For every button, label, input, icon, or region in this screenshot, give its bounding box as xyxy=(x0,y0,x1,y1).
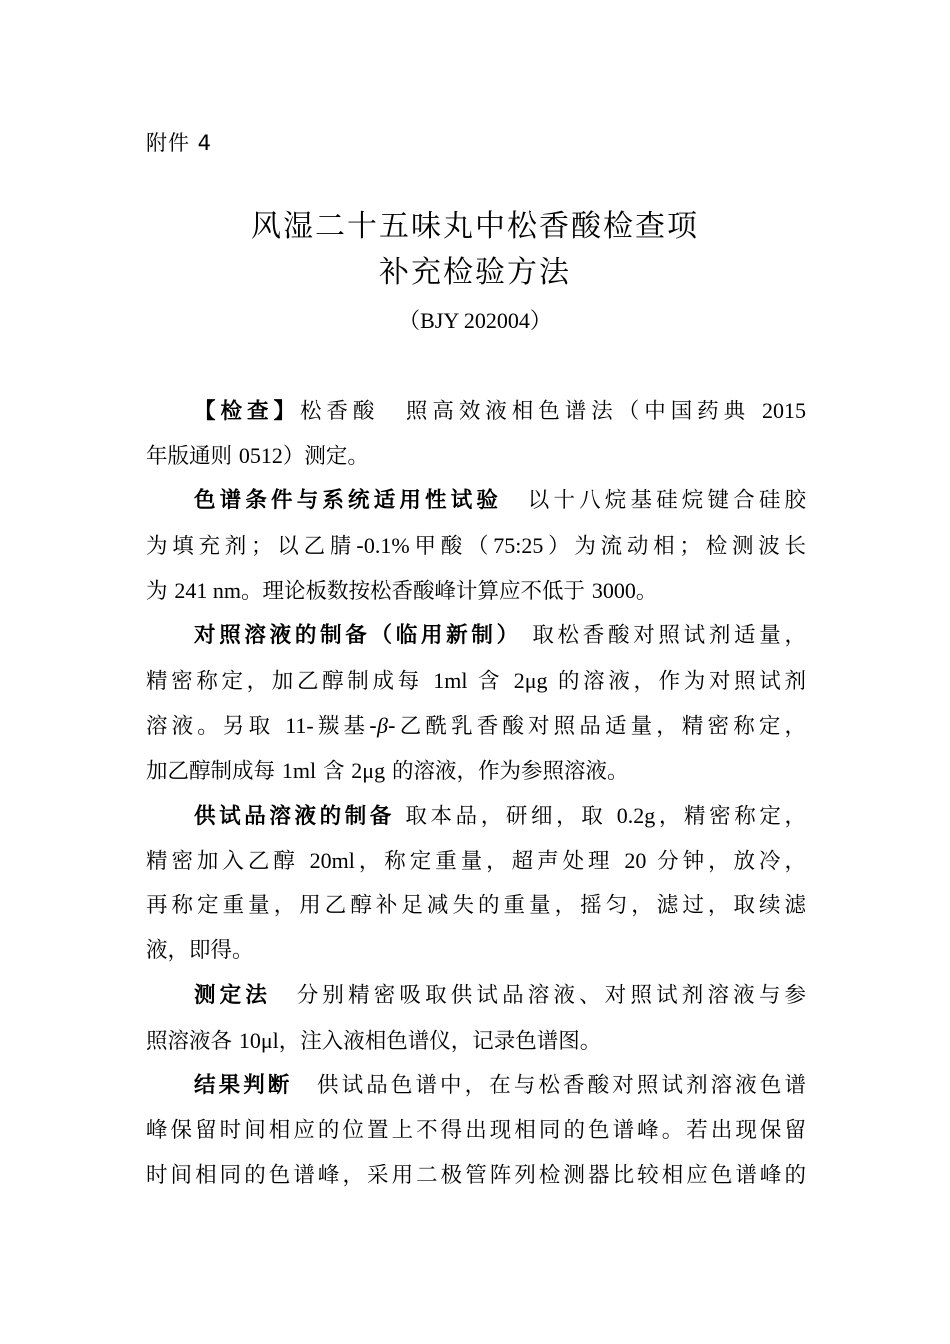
document-title-line-2: 补充检验方法 xyxy=(379,255,571,290)
theoretical-plates: 3000 xyxy=(591,578,636,603)
test-solution-text: 分钟，放冷， xyxy=(657,849,806,874)
chromatography-heading: 色谱条件与系统适用性试验 xyxy=(194,488,503,513)
check-text: ）测定。 xyxy=(282,444,369,469)
reference-solution-paragraph-line xyxy=(146,613,806,658)
injection-volume: 10μl xyxy=(238,1028,279,1053)
method-text: ，注入液相色谱仪，记录色谱图。 xyxy=(278,1029,602,1054)
chromatography-paragraph-line xyxy=(146,523,806,568)
reference-solution-text: 羰基- xyxy=(313,714,377,739)
reference-solution-paragraph-line xyxy=(146,658,806,703)
test-solution-paragraph-line xyxy=(146,928,806,973)
volume-value: 1ml xyxy=(433,668,468,693)
compound-number: 11- xyxy=(285,713,314,738)
chromatography-text: 。理论板数按松香酸峰计算应不低于 xyxy=(240,579,585,604)
method-text: 照溶液各 xyxy=(146,1029,233,1054)
chromatography-text: ）为流动相；检测波长 xyxy=(543,534,806,559)
check-text: 松香酸 照高效液相色谱法（中国药典 xyxy=(299,399,751,424)
sonication-minutes: 20 xyxy=(624,848,647,873)
reference-solution-text: 的溶液，作为对照试剂 xyxy=(558,669,806,694)
chromatography-text: 为 xyxy=(146,579,168,604)
test-solution-text: ，精密称定， xyxy=(655,804,806,829)
document-body xyxy=(146,388,806,1198)
result-text: 供试品色谱中，在与松香酸对照试剂溶液色谱 xyxy=(317,1073,806,1098)
beta-symbol: β xyxy=(376,713,388,738)
chromatography-text: 为填充剂；以乙腈- xyxy=(146,534,364,559)
test-solution-text: 取本品，研细，取 xyxy=(405,804,607,829)
method-paragraph-line xyxy=(146,973,806,1018)
method-paragraph-line xyxy=(146,1018,806,1063)
reference-solution-text: 取松香酸对照试剂适量， xyxy=(532,623,806,648)
check-text: 年版通则 xyxy=(146,444,233,469)
reference-solution-text: -乙酰乳香酸对照品适量，精密称定， xyxy=(387,714,806,739)
result-paragraph-line xyxy=(146,1153,806,1198)
test-solution-paragraph-line xyxy=(146,793,806,838)
chromatography-text: 以十八烷基硅烷键合硅胶 xyxy=(527,488,806,513)
check-year: 2015 xyxy=(761,398,806,423)
sample-mass: 0.2g xyxy=(616,803,656,828)
chromatography-paragraph-line xyxy=(146,568,806,613)
result-text: 时间相同的色谱峰，采用二极管阵列检测器比较相应色谱峰的 xyxy=(146,1163,806,1188)
reference-solution-text: 溶液。另取 xyxy=(146,714,275,739)
attachment-label: 附件 4 xyxy=(146,131,213,155)
reference-solution-text: 含 xyxy=(322,759,345,784)
chromatography-text: 。 xyxy=(635,579,658,604)
document-code: （BJY 202004） xyxy=(398,308,552,333)
result-paragraph-line xyxy=(146,1108,806,1153)
acid-concentration: 0.1% xyxy=(363,533,410,558)
reference-solution-paragraph-line xyxy=(146,748,806,793)
reference-solution-heading: 对照溶液的制备（临用新制） xyxy=(194,623,522,648)
volume-value: 1ml xyxy=(281,758,317,783)
check-heading: 【检查】 xyxy=(194,399,300,424)
method-text: 分别精密吸取供试品溶液、对照试剂溶液与参 xyxy=(296,983,806,1008)
concentration-value: 2μg xyxy=(513,668,548,693)
reference-solution-text: 精密称定，加乙醇制成每 xyxy=(146,669,423,694)
document-title-line-1: 风湿二十五味丸中松香酸检查项 xyxy=(251,209,699,244)
detection-wavelength: 241 nm xyxy=(174,578,241,603)
check-paragraph-line xyxy=(146,388,806,433)
test-solution-text: 液，即得。 xyxy=(146,938,254,963)
chromatography-paragraph-line xyxy=(146,478,806,523)
reference-solution-text: 的溶液，作为参照溶液。 xyxy=(391,759,629,784)
check-paragraph-line xyxy=(146,433,806,478)
reference-solution-text: 加乙醇制成每 xyxy=(146,759,276,784)
chromatography-text: 甲酸（ xyxy=(409,534,494,559)
test-solution-heading: 供试品溶液的制备 xyxy=(194,804,395,829)
test-solution-paragraph-line xyxy=(146,883,806,928)
test-solution-paragraph-line xyxy=(146,838,806,883)
method-heading: 测定法 xyxy=(194,983,272,1008)
test-solution-text: ，称定重量，超声处理 xyxy=(354,849,614,874)
reference-solution-text: 含 xyxy=(478,669,504,694)
check-rule-number: 0512 xyxy=(238,443,283,468)
test-solution-text: 精密加入乙醇 xyxy=(146,849,299,874)
test-solution-text: 再称定重量，用乙醇补足减失的重量，摇匀，滤过，取续滤 xyxy=(146,893,806,918)
reference-solution-paragraph-line xyxy=(146,703,806,748)
result-text: 峰保留时间相应的位置上不得出现相同的色谱峰。若出现保留 xyxy=(146,1118,806,1143)
solvent-volume: 20ml xyxy=(309,848,355,873)
result-paragraph-line xyxy=(146,1063,806,1108)
concentration-value: 2μg xyxy=(351,758,386,783)
mobile-phase-ratio: 75:25 xyxy=(493,533,544,558)
result-heading: 结果判断 xyxy=(194,1073,293,1098)
